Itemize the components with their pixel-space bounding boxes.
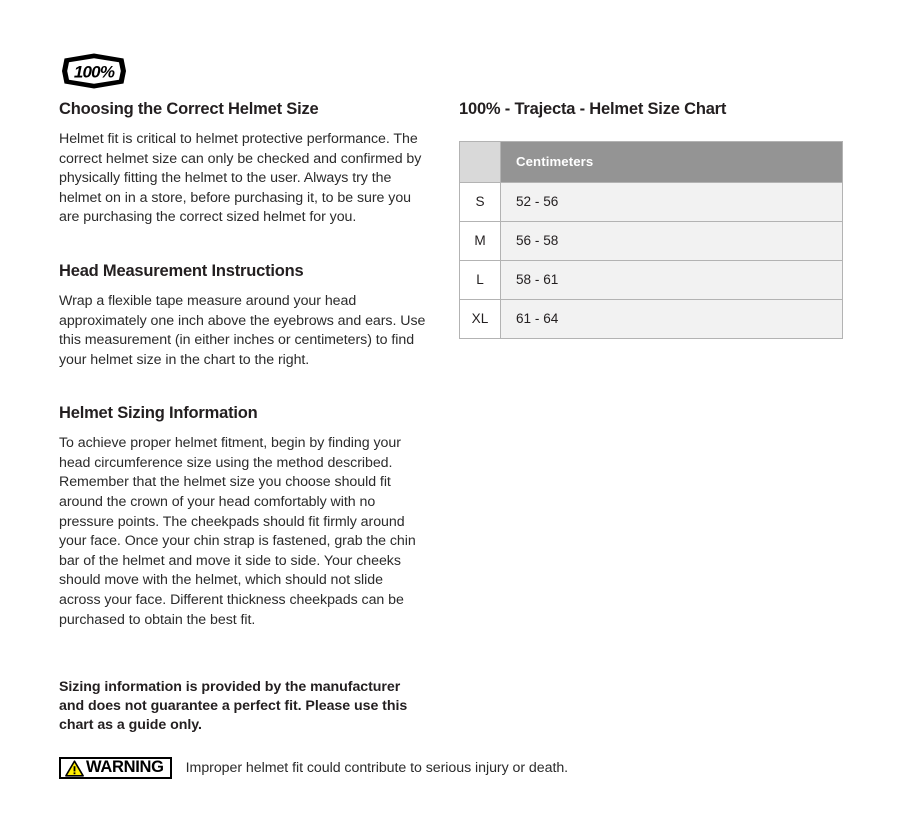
left-content-column [59, 100, 427, 630]
table-header-row [460, 141, 843, 182]
heading-head-measurement-instructions: Head Measurement Instructions [59, 261, 304, 280]
table-row [460, 182, 843, 221]
svg-text:100%: 100% [73, 62, 115, 82]
table-head [460, 141, 843, 182]
paragraph-helmet-sizing-information: To achieve proper helmet fitment, begin by finding your head circumference size using the method described. Remember that the helmet size you choose should fit around the crown of your head comfortably with no pressure points. The cheekpads should fit firmly around your face. Once your chin strap is fastened, grab the chin bar of the helmet and move it side to side. Your cheeks should move with the helmet, which should not slide across your face. Different thickness cheekpads can be purchased to obtain the best fit. [59, 435, 416, 628]
paragraph-head-measurement-instructions: Wrap a flexible tape measure around your head approximately one inch above the eyebrows and ears. Use this measurement (in either inches or centimeters) to find your helmet size in the chart to the right. [59, 292, 426, 368]
section-spacer [59, 228, 427, 262]
table-body [460, 182, 843, 338]
size-label-cell: S [460, 182, 501, 221]
centimeters-value-cell: 61 - 64 [501, 299, 843, 338]
helmet-size-chart-table [459, 141, 843, 339]
warning-badge [59, 757, 172, 779]
warning-row [59, 757, 568, 779]
table-row [460, 221, 843, 260]
paragraph-choosing-correct-helmet-size: Helmet fit is critical to helmet protective performance. The correct helmet size can only be checked and confirmed by physically fitting the helmet to the user. Always try the helmet on in a store, before purchasing it, to be sure you are purchasing the correct sized helmet for you. [59, 130, 422, 226]
table-row [460, 299, 843, 338]
centimeters-value-cell: 58 - 61 [501, 260, 843, 299]
warning-message: Improper helmet fit could contribute to serious injury or death. [185, 759, 569, 776]
right-content-column [459, 100, 843, 339]
heading-helmet-sizing-information: Helmet Sizing Information [59, 404, 258, 423]
table-corner-cell [460, 141, 501, 182]
page-title-size-chart: 100% - Trajecta - Helmet Size Chart [459, 100, 727, 118]
hundred-percent-logo [59, 52, 129, 90]
table-row [460, 260, 843, 299]
size-label-cell: XL [460, 299, 501, 338]
table-column-header-centimeters: Centimeters [501, 141, 843, 182]
warning-label: WARNING [86, 758, 164, 777]
section-spacer [59, 370, 427, 404]
size-label-cell: L [460, 260, 501, 299]
size-label-cell: M [460, 221, 501, 260]
centimeters-value-cell: 52 - 56 [501, 182, 843, 221]
centimeters-value-cell: 56 - 58 [501, 221, 843, 260]
heading-choosing-correct-helmet-size: Choosing the Correct Helmet Size [59, 100, 319, 118]
sizing-disclaimer: Sizing information is provided by the manufacturer and does not guarantee a perfect fit. Please use this chart as a guide only. [59, 679, 408, 734]
warning-triangle-icon [65, 760, 84, 777]
